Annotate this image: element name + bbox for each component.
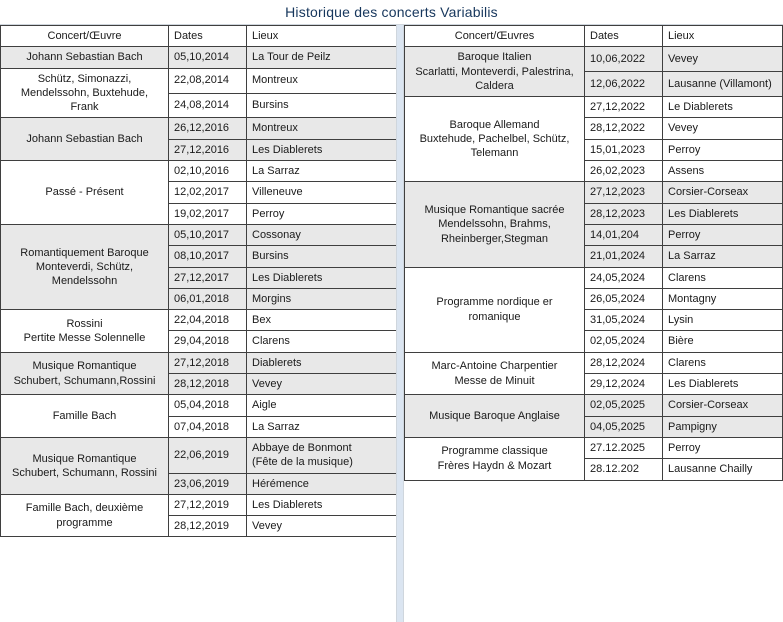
concert-work-cell: Romantiquement Baroque Monteverdi, Schütz, Mendelssohn [1,224,169,309]
concert-place-cell: Les Diablerets [663,374,783,395]
concert-place-cell: Perroy [663,139,783,160]
concert-work-cell: Musique Baroque Anglaise [405,395,585,438]
concert-place-cell: Morgins [247,288,397,309]
concert-place-cell: Aigle [247,395,397,416]
concert-date-cell: 19,02,2017 [169,203,247,224]
concert-place-cell: Vevey [663,118,783,139]
concert-work-cell: Passé - Présent [1,161,169,225]
concert-date-cell: 27,12,2018 [169,352,247,373]
concert-work-cell: Famille Bach, deuxième programme [1,494,169,537]
concert-place-cell: Corsier-Corseax [663,395,783,416]
concert-place-cell: Villeneuve [247,182,397,203]
concert-work-cell: Musique Romantique Schubert, Schumann, Rossini [1,437,169,494]
concert-work-cell: Famille Bach [1,395,169,438]
column-header-work: Concert/Œuvres [405,26,585,47]
concert-date-cell: 27,12,2017 [169,267,247,288]
table-row [405,437,783,458]
concert-date-cell: 05,04,2018 [169,395,247,416]
concert-place-cell: Bex [247,310,397,331]
concert-date-cell: 22,04,2018 [169,310,247,331]
concert-date-cell: 29,12,2024 [585,374,663,395]
table-row [1,494,397,515]
table-row [405,182,783,203]
concert-place-cell: La Sarraz [247,416,397,437]
table-row [1,310,397,331]
concert-place-cell: Clarens [663,267,783,288]
concert-date-cell: 14,01,204 [585,224,663,245]
concert-date-cell: 24,08,2014 [169,93,247,118]
table-header-row [405,26,783,47]
concert-place-cell: Lausanne (Villamont) [663,72,783,97]
concert-date-cell: 28,12,2018 [169,374,247,395]
concert-date-cell: 12,06,2022 [585,72,663,97]
concert-date-cell: 04,05,2025 [585,416,663,437]
concert-place-cell: Vevey [247,374,397,395]
concert-place-cell: La Sarraz [663,246,783,267]
concert-date-cell: 23,06,2019 [169,473,247,494]
concert-date-cell: 27,12,2019 [169,494,247,515]
concert-place-cell: Bière [663,331,783,352]
table-row [1,118,397,139]
column-header-dates: Dates [169,26,247,47]
concert-place-cell: Vevey [247,516,397,537]
page-title: Historique des concerts Variabilis [285,4,498,20]
concert-date-cell: 28,12,2024 [585,352,663,373]
concert-date-cell: 02,05,2025 [585,395,663,416]
right-concert-table [404,25,783,481]
concert-date-cell: 26,02,2023 [585,161,663,182]
column-header-dates: Dates [585,26,663,47]
concert-work-cell: Baroque Italien Scarlatti, Monteverdi, Palestrina, Caldera [405,47,585,97]
concert-date-cell: 28,12,2023 [585,203,663,224]
table-row [405,352,783,373]
table-row [405,97,783,118]
concert-work-cell: Baroque Allemand Buxtehude, Pachelbel, Schütz, Telemann [405,97,585,182]
concert-date-cell: 31,05,2024 [585,310,663,331]
concert-work-cell: Rossini Pertite Messe Solennelle [1,310,169,353]
table-row [1,224,397,245]
concert-place-cell: Lysin [663,310,783,331]
concert-place-cell: Clarens [247,331,397,352]
concert-place-cell: Perroy [663,224,783,245]
concert-date-cell: 22,06,2019 [169,437,247,473]
concert-place-cell: Les Diablerets [247,494,397,515]
concert-place-cell: Le Diablerets [663,97,783,118]
table-row [405,267,783,288]
concert-work-cell: Musique Romantique Schubert, Schumann,Rossini [1,352,169,395]
concert-work-cell: Programme classique Frères Haydn & Mozart [405,437,585,480]
concert-place-cell: Montreux [247,118,397,139]
concert-place-cell: Bursins [247,93,397,118]
concert-place-cell: Hérémence [247,473,397,494]
concert-date-cell: 29,04,2018 [169,331,247,352]
document-title-bar [0,0,783,25]
concert-date-cell: 05,10,2014 [169,47,247,68]
concert-date-cell: 15,01,2023 [585,139,663,160]
concert-place-cell: La Tour de Peilz [247,47,397,68]
concert-place-cell: Les Diablerets [663,203,783,224]
concert-date-cell: 22,08,2014 [169,68,247,93]
concert-place-cell: Montreux [247,68,397,93]
table-row [405,47,783,72]
concert-place-cell: La Sarraz [247,161,397,182]
concert-date-cell: 26,05,2024 [585,288,663,309]
table-row [1,68,397,93]
concert-place-cell: Bursins [247,246,397,267]
sheet-body [0,25,783,622]
concert-work-cell: Marc-Antoine Charpentier Messe de Minuit [405,352,585,395]
left-concert-table [0,25,397,537]
table-row [1,47,397,68]
concert-place-cell: Cossonay [247,224,397,245]
concert-place-cell: Montagny [663,288,783,309]
concert-date-cell: 28,12,2022 [585,118,663,139]
concert-work-cell: Johann Sebastian Bach [1,118,169,161]
table-row [1,395,397,416]
column-header-places: Lieux [663,26,783,47]
concert-date-cell: 27,12,2023 [585,182,663,203]
concert-place-cell: Lausanne Chailly [663,459,783,480]
right-concert-table-block [404,25,782,622]
concert-place-cell: Diablerets [247,352,397,373]
concert-work-cell: Musique Romantique sacrée Mendelssohn, Brahms, Rheinberger,Stegman [405,182,585,267]
concert-date-cell: 27,12,2016 [169,139,247,160]
concert-date-cell: 05,10,2017 [169,224,247,245]
concert-place-cell: Les Diablerets [247,139,397,160]
concert-place-cell: Assens [663,161,783,182]
table-row [405,395,783,416]
concert-work-cell: Johann Sebastian Bach [1,47,169,68]
concert-date-cell: 26,12,2016 [169,118,247,139]
concert-date-cell: 28,12,2019 [169,516,247,537]
left-concert-table-block [0,25,396,622]
concert-date-cell: 27,12,2022 [585,97,663,118]
column-gutter [396,25,404,622]
concert-date-cell: 06,01,2018 [169,288,247,309]
table-row [1,352,397,373]
table-row [1,437,397,473]
concert-date-cell: 28.12.202 [585,459,663,480]
concert-place-cell: Corsier-Corseax [663,182,783,203]
concert-date-cell: 10,06,2022 [585,47,663,72]
column-header-places: Lieux [247,26,397,47]
concert-work-cell: Schütz, Simonazzi, Mendelssohn, Buxtehude, Frank [1,68,169,118]
table-row [1,161,397,182]
table-header-row [1,26,397,47]
concert-date-cell: 02,10,2016 [169,161,247,182]
concert-place-cell: Pampigny [663,416,783,437]
concert-place-cell: Perroy [663,437,783,458]
concert-work-cell: Programme nordique er romanique [405,267,585,352]
concert-place-cell: Les Diablerets [247,267,397,288]
column-header-work: Concert/Œuvre [1,26,169,47]
concert-date-cell: 12,02,2017 [169,182,247,203]
concert-place-cell: Vevey [663,47,783,72]
concert-date-cell: 08,10,2017 [169,246,247,267]
concert-place-cell: Abbaye de Bonmont (Fête de la musique) [247,437,397,473]
concert-date-cell: 27.12.2025 [585,437,663,458]
concert-place-cell: Clarens [663,352,783,373]
concert-date-cell: 07,04,2018 [169,416,247,437]
concert-date-cell: 02,05,2024 [585,331,663,352]
concert-place-cell: Perroy [247,203,397,224]
concert-date-cell: 21,01,2024 [585,246,663,267]
concert-date-cell: 24,05,2024 [585,267,663,288]
